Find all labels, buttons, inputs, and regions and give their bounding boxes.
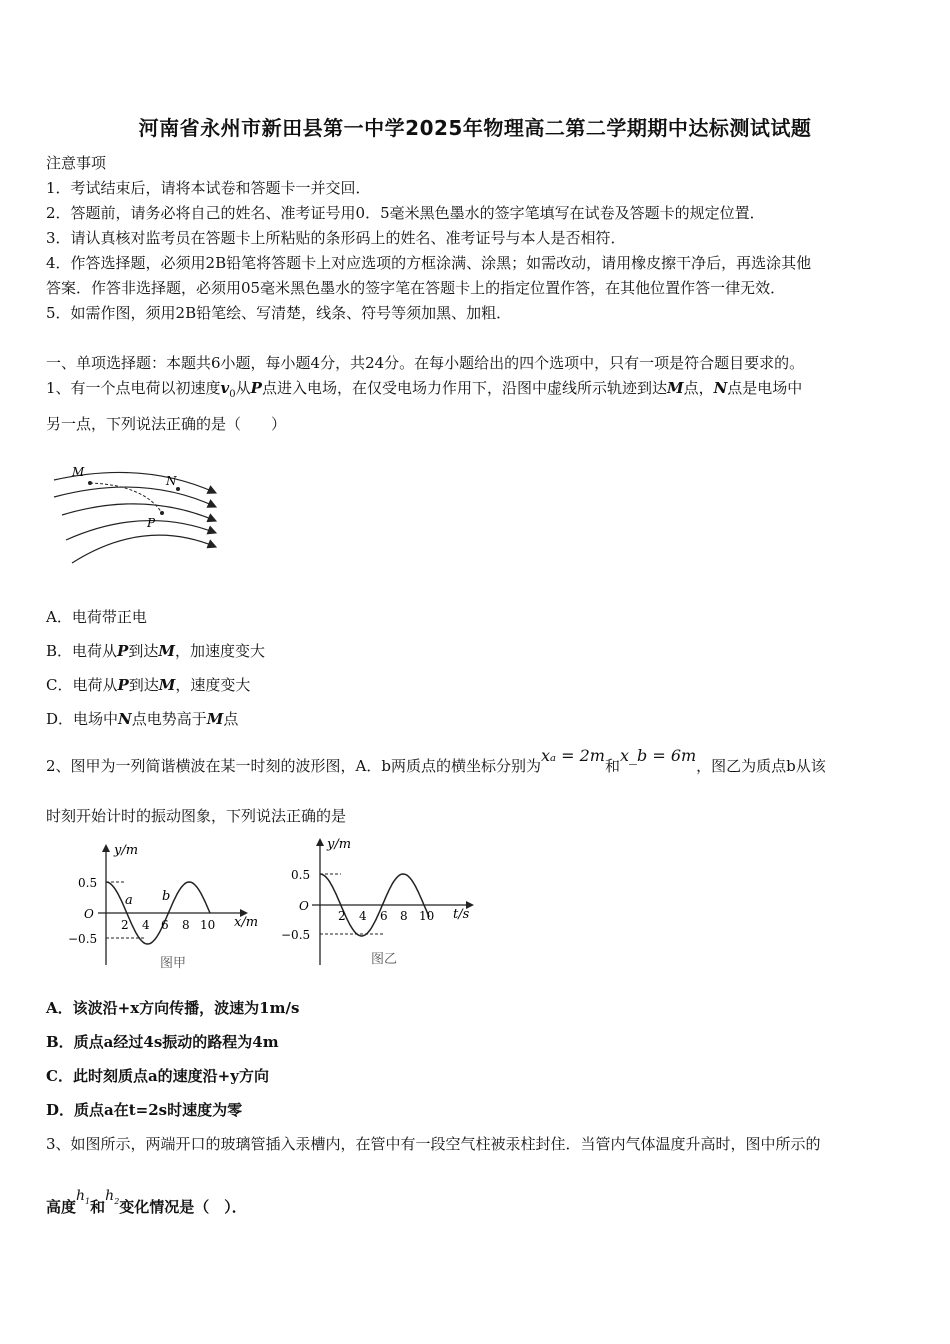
point-p [160,511,164,515]
y-tick: −0.5 [281,928,311,942]
caption: 图乙 [371,952,398,967]
q1-stem-line2: 另一点，下列说法正确的是（ ） [46,415,287,433]
q1-field-figure [44,455,234,570]
field-line [62,504,216,521]
point-a-label: a [125,893,133,908]
x-tick: 6 [161,918,169,932]
x-tick: 8 [182,918,190,932]
formula-xa: xₐ = 2m [540,746,605,765]
notice-item: 5．如需作图，须用2B铅笔绘、写清楚，线条、符号等须加黑、加粗． [46,304,512,322]
y-label: y/m [327,837,352,852]
field-line [72,535,216,563]
notice-item: 4．作答选择题，必须用2B铅笔将答题卡上对应选项的方框涂满、涂黑；如需改动，请用橡皮擦干净后，再选涂其他 [46,254,812,272]
q3-stem-line1: 3、如图所示，两端开口的玻璃管插入汞槽内，在管中有一段空气柱被汞柱封住．当管内气体温度升高时，图中所示的 [46,1135,821,1153]
page-title: 河南省永州市新田县第一中学2025年物理高二第二学期期中达标测试试题 [138,116,812,140]
y-label: y/m [114,843,139,858]
q1-option-b: B．电荷从P到达M，加速度变大 [46,642,265,660]
y-tick: −0.5 [68,932,98,946]
x-tick: 10 [200,918,216,932]
q2-option-c: C．此时刻质点a的速度沿+y方向 [46,1067,269,1085]
x-label: t/s [453,907,470,922]
origin: O [299,899,309,913]
q1-option-c: C．电荷从P到达M，速度变大 [46,676,251,694]
caption: 图甲 [160,956,187,971]
y-arrow [102,844,110,852]
q2-option-d: D．质点a在t=2s时速度为零 [46,1101,243,1119]
y-tick: 0.5 [78,876,98,890]
symbol-h2: $h_2$ [105,1188,120,1206]
x-tick: 2 [338,909,346,923]
q3-stem-line2: 高度$h_1$和$h_2$变化情况是（ ）． [46,1188,247,1216]
x-tick: 6 [380,909,388,923]
q1-option-d: D．电场中N点电势高于M点 [46,710,239,728]
point-n [176,487,180,491]
notice-item: 1．考试结束后，请将本试卷和答题卡一并交回． [46,179,371,197]
x-label: x/m [234,915,259,930]
x-tick: 4 [142,918,150,932]
q2-option-b: B．质点a经过4s振动的路程为4m [46,1033,279,1051]
q2-stem-line2: 时刻开始计时的振动图象，下列说法正确的是 [46,807,347,825]
point-m [88,481,92,485]
point-b-label: b [162,889,171,904]
notice-heading: 注意事项 [46,154,107,172]
symbol-h1: $h_1$ [76,1188,91,1206]
q1-option-a: A．电荷带正电 [46,608,147,626]
field-line [66,521,216,540]
label-p: P [147,516,156,530]
x-tick: 2 [121,918,129,932]
q1-stem-line1: 1、有一个点电荷以初速度$v_0$从P点进入电场，在仅受电场力作用下，沿图中虚线所示轨迹到达M点，N点是电场中 [46,379,803,400]
notice-item: 答案．作答非选择题，必须用05毫米黑色墨水的签字笔在答题卡上的指定位置作答，在其他位置作答一律无效． [46,279,786,297]
q2-stem-line1: 2、图甲为一列简谐横波在某一时刻的波形图，A．b两质点的横坐标分别为xₐ = 2m和x_b = 6m，图乙为质点b从该 [46,746,826,775]
section-heading: 一、单项选择题：本题共6小题，每小题4分，共24分。在每小题给出的四个选项中，只有一项是符合题目要求的。 [46,354,805,372]
y-arrow [316,838,324,846]
y-tick: 0.5 [291,868,311,882]
q2-vibration-graph [275,830,485,975]
origin: O [84,907,94,921]
notice-item: 2．答题前，请务必将自己的姓名、准考证号用0．5毫米黑色墨水的签字笔填写在试卷及答题卡的规定位置． [46,204,765,222]
x-tick: 10 [419,909,435,923]
formula-xb: x_b = 6m [619,746,697,765]
x-tick: 4 [359,909,367,923]
x-tick: 8 [400,909,408,923]
label-m: M [72,465,85,479]
notice-item: 3．请认真核对监考员在答题卡上所粘贴的条形码上的姓名、准考证号与本人是否相符． [46,229,626,247]
label-n: N [166,474,177,488]
q2-wave-graph [58,840,268,975]
q2-option-a: A．该波沿+x方向传播，波速为1m/s [46,999,300,1017]
